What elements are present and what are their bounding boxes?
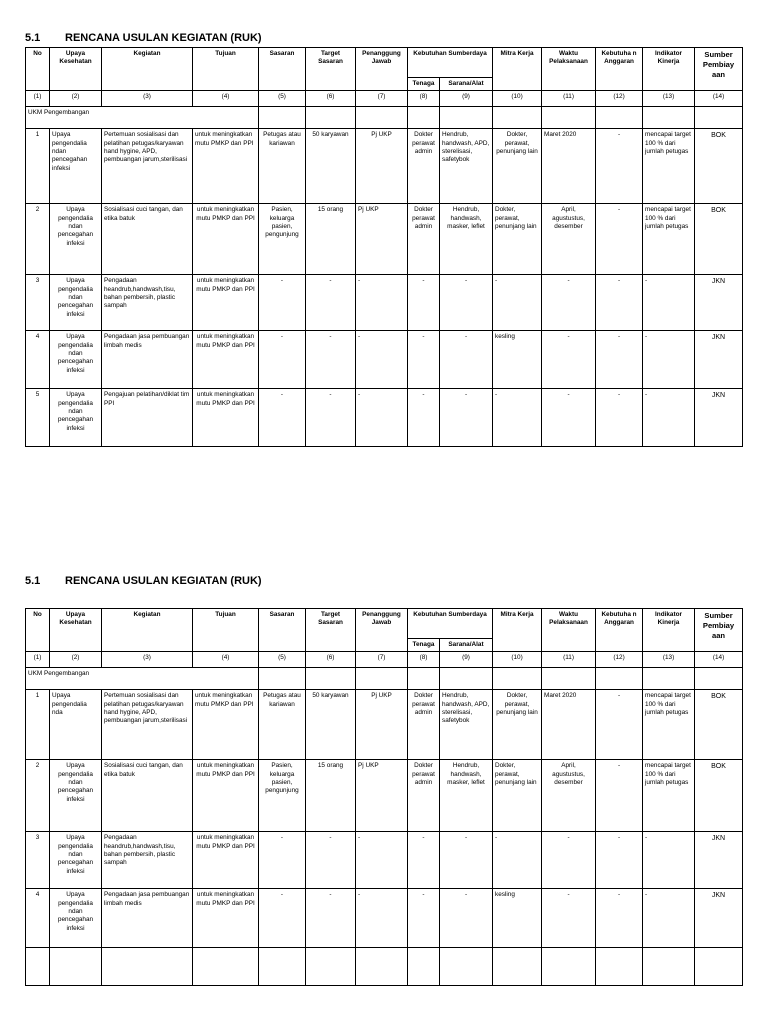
cell-pj: Pj UKP [356,129,408,204]
table-row [26,331,743,389]
cell-tujuan: untuk meningkatkan mutu PMKP dan PPI [193,204,259,275]
cell-tenaga: Dokter perawat admin [408,690,440,760]
header-sarana: Sarana/Alat [440,639,493,652]
cell-waktu: - [542,331,596,389]
header-target: Target Sasaran [306,609,356,652]
col-num: (6) [306,91,356,107]
cell-indikator: - [643,889,695,948]
cell-anggaran: - [596,389,643,447]
col-num: (13) [643,91,695,107]
cell-tenaga: - [408,889,440,948]
cell-sumber: BOK [695,690,743,760]
cell-sumber: JKN [695,275,743,331]
cell-sasaran: Petugas atau kariawan [259,129,306,204]
cell-sarana: - [440,832,493,889]
group-label: UKM Pengembangan [26,107,259,129]
cell-mitra: kesling [493,889,542,948]
cell-sarana: Hendrub, handwash, APD, sterelisasi, safetybok [440,690,493,760]
cell-kegiatan: Pengadaan jasa pembuangan limbah medis [102,889,193,948]
header-anggaran: Kebutuha n Anggaran [596,48,643,91]
cell-waktu: - [542,889,596,948]
cell-pj: Pj UKP [356,760,408,832]
cell-waktu: April, agustustus, desember [542,204,596,275]
cell-sumber: JKN [695,389,743,447]
cell-tenaga: - [408,275,440,331]
cell-pj: - [356,331,408,389]
cell-anggaran: - [596,331,643,389]
cell-sumber: JKN [695,832,743,889]
cell-target: - [306,389,356,447]
col-num: (12) [596,652,643,668]
cell-upaya: Upaya pengendalia ndan pencegahan infeksi [50,889,102,948]
header-upaya: Upaya Kesehatan [50,48,102,91]
cell-sarana: - [440,389,493,447]
cell-waktu: Maret 2020 [542,690,596,760]
cell-mitra: - [493,275,542,331]
ruk-section-1 [25,32,742,447]
cell-indikator: - [643,389,695,447]
header-tujuan: Tujuan [193,48,259,91]
col-num: (4) [193,652,259,668]
cell-waktu: - [542,275,596,331]
cell-anggaran: - [596,275,643,331]
header-no: No [26,609,50,652]
cell-tujuan: untuk meningkatkan mutu PMKP dan PPI [193,690,259,760]
cell-target: - [306,331,356,389]
cell-upaya: Upaya pengendalia ndan pencegahan infeksi [50,331,102,389]
header-sumber: Sumber Pembiay aan [695,609,743,652]
cell-indikator: mencapai target 100 % dari jumlah petugas [643,129,695,204]
header-no: No [26,48,50,91]
cell-sarana: Hendrub, handwash, masker, leflet [440,760,493,832]
cell-kegiatan: Sosialisasi cuci tangan, dan etika batuk [102,204,193,275]
cell-upaya: Upaya pengendalia ndan pencegahan infeksi [50,389,102,447]
cell-tenaga: Dokter perawat admin [408,204,440,275]
header-indikator: Indikator Kinerja [643,609,695,652]
cell-tujuan: untuk meningkatkan mutu PMKP dan PPI [193,832,259,889]
cell-upaya: Upaya pengendalia ndan pencegahan infeksi [50,129,102,204]
section-heading [25,575,742,588]
cell-tenaga: - [408,389,440,447]
cell-mitra: kesling [493,331,542,389]
cell-target: - [306,889,356,948]
table-row [26,389,743,447]
cell-waktu: Maret 2020 [542,129,596,204]
cell-waktu: - [542,832,596,889]
cell-pj: - [356,389,408,447]
header-kebutuhan: Kebutuhan Sumberdaya [408,48,493,78]
cell-mitra: Dokter, perawat, penunjang lain [493,204,542,275]
col-num: (10) [493,652,542,668]
col-num: (7) [356,652,408,668]
header-upaya: Upaya Kesehatan [50,609,102,652]
cell-target: 15 orang [306,760,356,832]
cell-sumber: BOK [695,129,743,204]
cell-no: 2 [26,760,50,832]
header-target: Target Sasaran [306,48,356,91]
cell-no: 4 [26,889,50,948]
col-num: (8) [408,91,440,107]
cell-sasaran: - [259,832,306,889]
table-row-empty [26,948,743,986]
cell-tujuan: untuk meningkatkan mutu PMKP dan PPI [193,389,259,447]
cell-tujuan: untuk meningkatkan mutu PMKP dan PPI [193,331,259,389]
cell-no: 3 [26,832,50,889]
cell-mitra: - [493,389,542,447]
cell-anggaran: - [596,204,643,275]
header-kebutuhan: Kebutuhan Sumberdaya [408,609,493,639]
group-row [26,107,743,129]
col-num: (14) [695,91,743,107]
cell-target: 50 karyawan [306,690,356,760]
col-num: (10) [493,91,542,107]
section-title: RENCANA USULAN KEGIATAN (RUK) [65,575,262,587]
cell-waktu: - [542,389,596,447]
section-number: 5.1 [25,32,41,44]
header-indikator: Indikator Kinerja [643,48,695,91]
header-waktu: Waktu Pelaksanaan [542,609,596,652]
cell-tenaga: - [408,832,440,889]
header-tenaga: Tenaga [408,639,440,652]
table-row [26,129,743,204]
header-kegiatan: Kegiatan [102,609,193,652]
column-number-row [26,91,743,107]
cell-tenaga: Dokter perawat admin [408,760,440,832]
cell-anggaran: - [596,760,643,832]
header-penanggung: Penanggung Jawab [356,48,408,91]
cell-sarana: Hendrub, handwash, APD, sterelisasi, safetybok [440,129,493,204]
cell-target: - [306,275,356,331]
cell-mitra: Dokter, perawat, penunjang lain [493,690,542,760]
cell-kegiatan: Sosialisasi cuci tangan, dan etika batuk [102,760,193,832]
col-num: (13) [643,652,695,668]
col-num: (9) [440,652,493,668]
table-row [26,690,743,760]
header-anggaran: Kebutuha n Anggaran [596,609,643,652]
cell-kegiatan: Pertemuan sosialisasi dan pelatihan petugas/karyawan hand hygine, APD, pembuangan jarum,sterilisasi [102,129,193,204]
header-penanggung: Penanggung Jawab [356,609,408,652]
section-heading [25,32,742,45]
cell-anggaran: - [596,832,643,889]
cell-upaya: Upaya pengendalia ndan pencegahan infeksi [50,760,102,832]
cell-indikator: mencapai target 100 % dari jumlah petugas [643,204,695,275]
cell-sarana: - [440,331,493,389]
col-num: (8) [408,652,440,668]
col-num: (5) [259,91,306,107]
cell-sasaran: Petugas atau kariawan [259,690,306,760]
cell-anggaran: - [596,129,643,204]
table-row [26,204,743,275]
cell-kegiatan: Pengadaan heandrub,handwash,tisu, bahan pembersih, plastic sampah [102,832,193,889]
cell-sasaran: Pasien, keluarga pasien, pengunjung [259,760,306,832]
cell-target: 15 orang [306,204,356,275]
cell-pj: Pj UKP [356,690,408,760]
cell-indikator: - [643,331,695,389]
cell-anggaran: - [596,690,643,760]
col-num: (7) [356,91,408,107]
header-waktu: Waktu Pelaksanaan [542,48,596,91]
cell-upaya: Upaya pengendalia ndan pencegahan infeksi [50,832,102,889]
header-mitra: Mitra Kerja [493,609,542,652]
table-row [26,832,743,889]
col-num: (11) [542,652,596,668]
column-number-row [26,652,743,668]
cell-no: 2 [26,204,50,275]
cell-sasaran: - [259,331,306,389]
group-row [26,668,743,690]
table-row [26,760,743,832]
col-num: (11) [542,91,596,107]
table-row [26,889,743,948]
ruk-section-2 [25,575,742,986]
cell-indikator: - [643,275,695,331]
cell-no: 1 [26,129,50,204]
col-num: (1) [26,652,50,668]
ruk-table [25,608,743,986]
header-sasaran: Sasaran [259,48,306,91]
cell-sarana: - [440,275,493,331]
cell-tujuan: untuk meningkatkan mutu PMKP dan PPI [193,129,259,204]
col-num: (9) [440,91,493,107]
cell-sasaran: - [259,389,306,447]
cell-anggaran: - [596,889,643,948]
cell-kegiatan: Pengadaan heandrub,handwash,tisu, bahan pembersih, plastic sampah [102,275,193,331]
cell-sarana: Hendrub, handwash, masker, leflet [440,204,493,275]
cell-pj: Pj UKP [356,204,408,275]
group-label: UKM Pengembangan [26,668,259,690]
header-mitra: Mitra Kerja [493,48,542,91]
section-number: 5.1 [25,575,41,587]
cell-no: 3 [26,275,50,331]
col-num: (2) [50,91,102,107]
col-num: (14) [695,652,743,668]
cell-target: 50 karyawan [306,129,356,204]
col-num: (3) [102,91,193,107]
col-num: (1) [26,91,50,107]
cell-waktu: April, agustustus, desember [542,760,596,832]
cell-sumber: JKN [695,331,743,389]
cell-mitra: - [493,832,542,889]
col-num: (3) [102,652,193,668]
cell-upaya: Upaya pengendalia ndan pencegahan infeksi [50,275,102,331]
cell-no: 1 [26,690,50,760]
col-num: (5) [259,652,306,668]
cell-indikator: mencapai target 100 % dari jumlah petugas [643,760,695,832]
cell-sarana: - [440,889,493,948]
cell-pj: - [356,832,408,889]
header-tujuan: Tujuan [193,609,259,652]
cell-pj: - [356,275,408,331]
cell-kegiatan: Pengadaan jasa pembuangan limbah medis [102,331,193,389]
header-tenaga: Tenaga [408,78,440,91]
cell-sasaran: Pasien, keluarga pasien, pengunjung [259,204,306,275]
col-num: (6) [306,652,356,668]
cell-tujuan: untuk meningkatkan mutu PMKP dan PPI [193,760,259,832]
cell-upaya: Upaya pengendalia ndan pencegahan infeksi [50,204,102,275]
cell-kegiatan: Pengajuan pelatihan/diklat tim PPI [102,389,193,447]
section-title: RENCANA USULAN KEGIATAN (RUK) [65,32,262,44]
cell-tujuan: untuk meningkatkan mutu PMKP dan PPI [193,275,259,331]
cell-sumber: BOK [695,204,743,275]
header-kegiatan: Kegiatan [102,48,193,91]
cell-tujuan: untuk meningkatkan mutu PMKP dan PPI [193,889,259,948]
cell-mitra: Dokter, perawat, penunjang lain [493,129,542,204]
cell-kegiatan: Pertemuan sosialisasi dan pelatihan petugas/karyawan hand hygine, APD, pembuangan jarum,sterilisasi [102,690,193,760]
cell-indikator: mencapai target 100 % dari jumlah petugas [643,690,695,760]
ruk-table [25,47,743,447]
table-row [26,275,743,331]
header-sarana: Sarana/Alat [440,78,493,91]
cell-tenaga: - [408,331,440,389]
cell-tenaga: Dokter perawat admin [408,129,440,204]
cell-sumber: JKN [695,889,743,948]
col-num: (2) [50,652,102,668]
cell-indikator: - [643,832,695,889]
cell-sasaran: - [259,275,306,331]
cell-sumber: BOK [695,760,743,832]
cell-sasaran: - [259,889,306,948]
cell-target: - [306,832,356,889]
col-num: (12) [596,91,643,107]
header-sasaran: Sasaran [259,609,306,652]
cell-pj: - [356,889,408,948]
cell-mitra: Dokter, perawat, penunjang lain [493,760,542,832]
cell-upaya: Upaya pengendalia nda [50,690,102,760]
cell-no: 5 [26,389,50,447]
cell-no: 4 [26,331,50,389]
col-num: (4) [193,91,259,107]
header-sumber: Sumber Pembiay aan [695,48,743,91]
